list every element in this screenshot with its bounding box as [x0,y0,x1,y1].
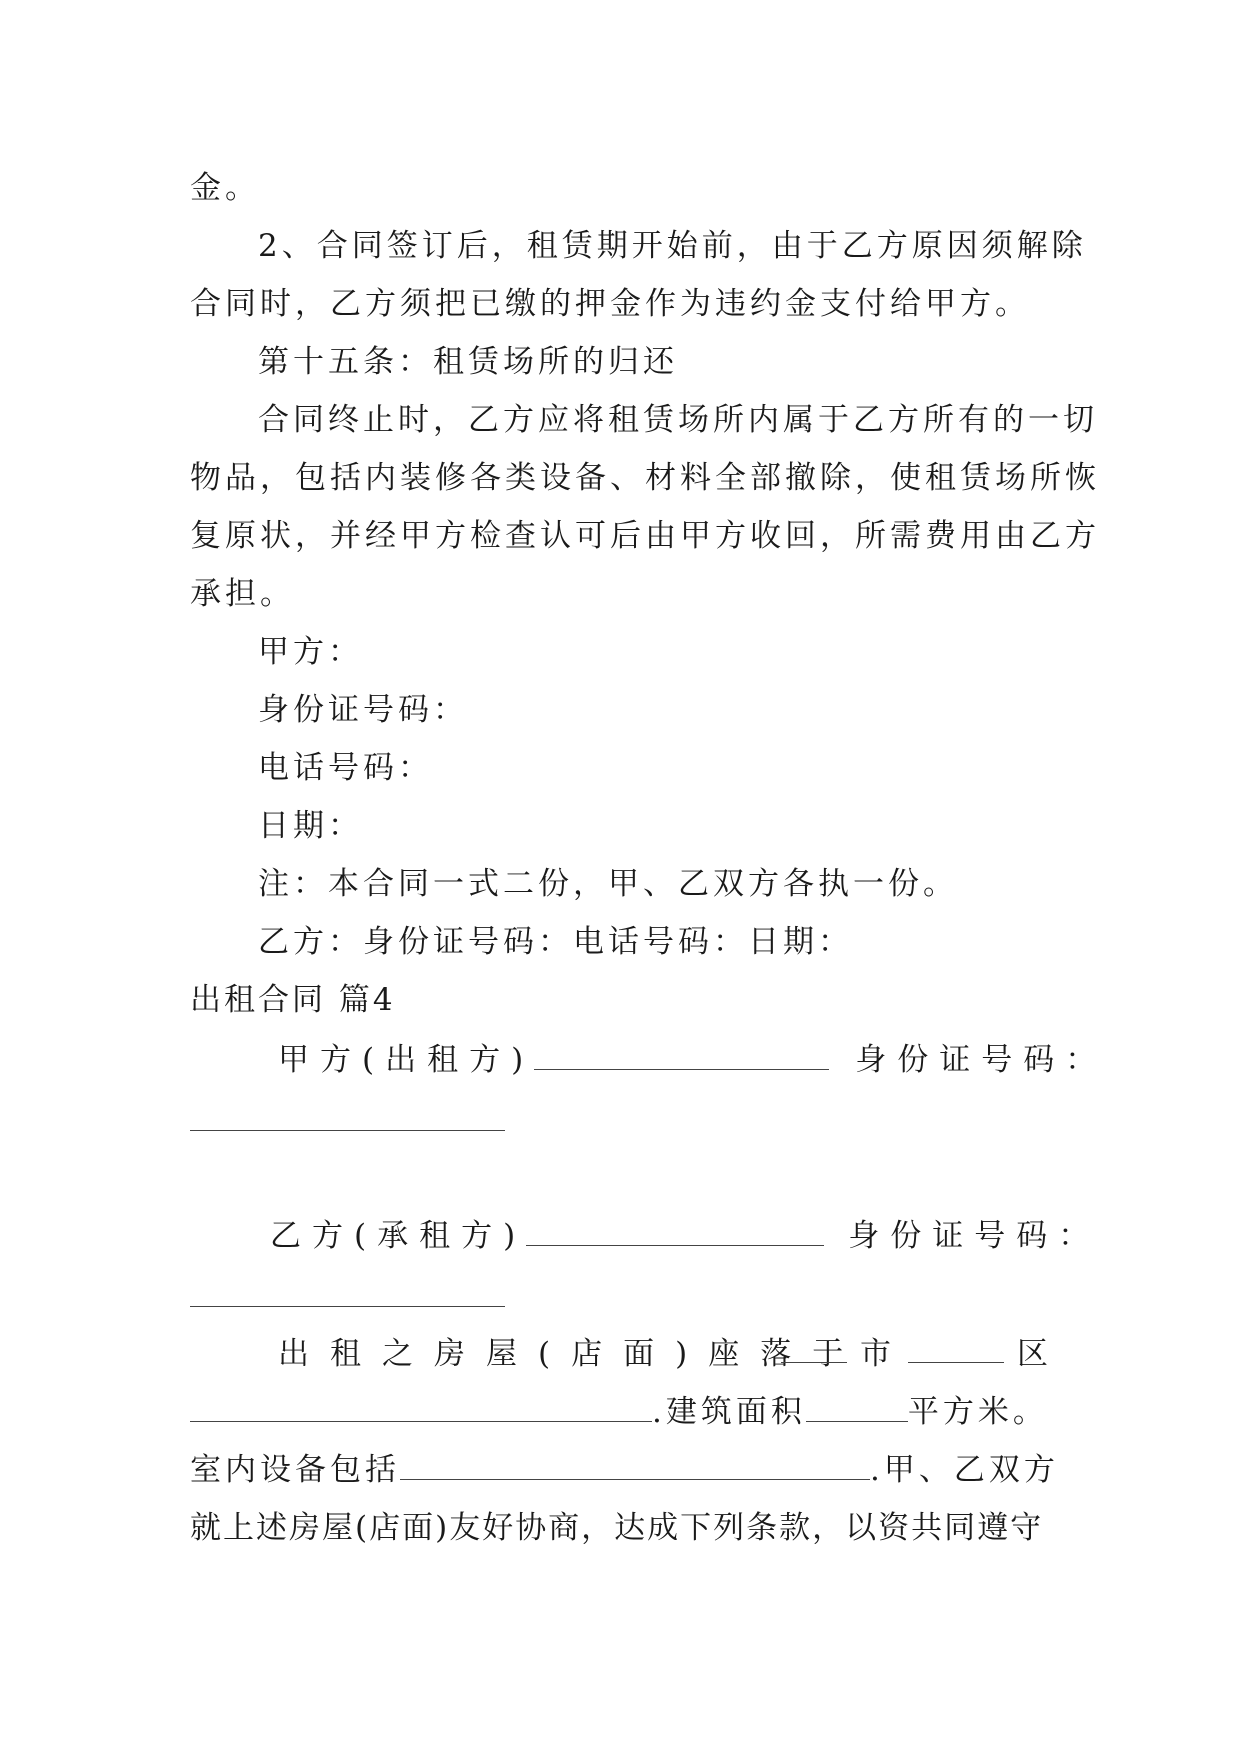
clause-2-line: 2、合同签订后，租赁期开始前，由于乙方原因须解除 [258,228,1087,264]
section-heading: 出租合同 篇4 [190,982,396,1018]
party-a-id-label: 身份证号码： [855,1042,1108,1078]
party-a-name-blank [534,1041,829,1070]
text-line: 合同时，乙方须把已缴的押金作为违约金支付给甲方。 [190,286,1030,322]
location-prefix-chars [278,1334,865,1374]
area-blank [806,1393,908,1422]
party-b-row [270,1216,1101,1256]
text-line: 复原状，并经甲方检查认可后由甲方收回，所需费用由乙方 [190,518,1100,554]
equipment-label: 室内设备包括 [190,1452,400,1488]
id-number-label: 身份证号码： [258,692,468,728]
equipment-suffix: .甲、乙双方 [870,1452,1059,1488]
party-b-label: 乙方(承租方) [270,1218,527,1254]
city-blank [781,1334,847,1363]
phone-number-label: 电话号码： [258,750,433,786]
equipment-blank [400,1451,870,1480]
text-line: 承担。 [190,576,295,612]
district-blank [908,1334,1004,1363]
party-b-id-blank [190,1306,505,1307]
equipment-row [190,1450,1059,1490]
text-line: 金。 [190,170,260,206]
article-15-title: 第十五条：租赁场所的归还 [258,344,678,380]
location-prefix: 出租之房屋(店面)座落于 [278,1336,865,1372]
party-b-id-label: 身份证号码： [848,1218,1101,1254]
text-line: 合同终止时，乙方应将租赁场所内属于乙方所有的一切 [258,402,1098,438]
party-a-signature-label: 甲方： [258,634,363,670]
text-line: 物品，包括内装修各类设备、材料全部撤除，使租赁场所恢 [190,460,1100,496]
address-blank [190,1393,652,1422]
note-line: 注：本合同一式二份，甲、乙双方各执一份。 [258,866,958,902]
party-a-label: 甲方(出租方) [278,1042,535,1078]
district-label: 区 [1017,1336,1052,1372]
party-a-row [278,1040,1108,1080]
area-unit: 平方米。 [907,1394,1048,1430]
party-b-signature-line: 乙方：身份证号码：电话号码：日期： [258,924,853,960]
text-line: 就上述房屋(店面)友好协商，达成下列条款，以资共同遵守 [190,1510,1044,1546]
date-label: 日期： [258,808,363,844]
location-row [278,1334,1052,1374]
city-label: 市 [860,1336,895,1372]
party-a-id-blank [190,1130,505,1131]
area-label: .建筑面积 [652,1394,806,1430]
party-b-name-blank [526,1217,824,1246]
area-row [190,1392,1052,1432]
